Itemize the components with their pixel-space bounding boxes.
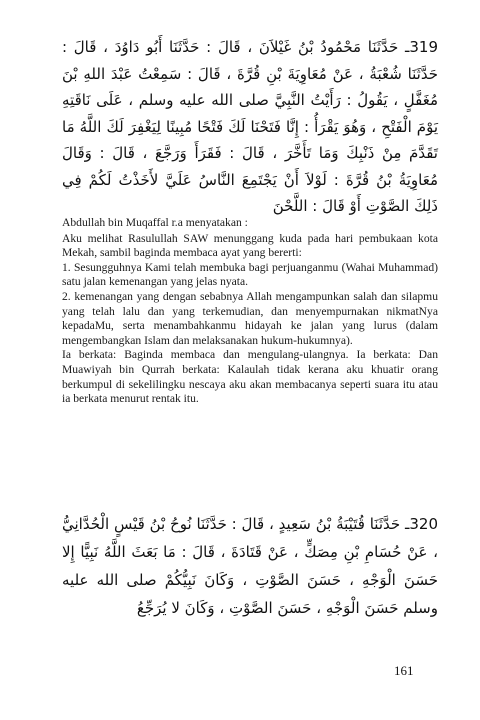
hadith-320-arabic-text: 320ـ حَدَّثَنَا قُتَيْبَةُ بْنُ سَعِيدٍ ، قَالَ : حَدَّثَنَا نُوحُ بْنُ قَيْسٍ الْحُدَّانِيُّ ، عَنْ حُسَامِ بْنِ مِصَكٍّ ، عَنْ قَتَادَةَ ، قَالَ : مَا بَعَثَ اللَّهُ نَبِيًّا إِلا حَسَنَ الْوَجْهِ ، حَسَنَ الصَّوْتِ ، وَكَانَ نَبِيُّكُمْ صلى الله عليه وسلم حَسَنَ الْوَجْهِ ، حَسَنَ الصَّوْتِ ، وَكَانَ لا يُرَجِّعُ: [62, 515, 438, 617]
translation-block: [62, 216, 438, 407]
page-number: 161: [394, 663, 414, 678]
translation-paragraph-3: Ia berkata: Baginda membaca dan mengulang-ulangnya. Ia berkata: Dan Muawiyah bin Qurrah berkata: Kalaulah tidak kerana aku khuatir orang berkumpul di sekelilingku nescaya aku akan membacanya seperti suara itu atau ia berkata menurut rentak itu.: [62, 348, 438, 406]
translation-verse-1: 1. Sesungguhnya Kami telah membuka bagi perjuanganmu (Wahai Muhammad) satu jalan kemenangan yang jelas nyata.: [62, 260, 438, 289]
translation-body: Aku melihat Rasulullah SAW menunggang kuda pada hari pembukaan kota Mekah, sambil baginda membaca ayat yang bererti:: [62, 231, 438, 260]
translation-intro: Abdullah bin Muqaffal r.a menyatakan :: [62, 216, 248, 229]
translation-verse-2: 2. kemenangan yang dengan sebabnya Allah mengampunkan salah dan silapmu yang telah lalu dan yang terkemudian, dan menyempurnakan nikmatNya kepadaMu, serta menambahkanmu hidayah ke jalan yang lurus (dalam mengembangkan Islam dan melaksanakan hukum-hukumnya).: [62, 289, 438, 347]
hadith-319-arabic-text: 319ـ حَدَّثَنَا مَحْمُودُ بْنُ غَيْلاَنَ ، قَالَ : حَدَّثَنَا أَبُو دَاوُدَ ، قَالَ : حَدَّثَنَا شُعْبَةُ ، عَنْ مُعَاوِيَةَ بْنِ قُرَّةَ ، قَالَ : سَمِعْتُ عَبْدَ اللهِ بْنَ مُغَفَّلٍ ، يَقُولُ : رَأَيْتُ النَّبِيَّ صلى الله عليه وسلم ، عَلَى نَاقَتِهِ يَوْمَ الْفَتْحِ ، وَهُوَ يَقْرَأُ : إِنَّا فَتَحْنَا لَكَ فَتْحًا مُبِينًا لِيَغْفِرَ لَكَ اللَّهُ مَا تَقَدَّمَ مِنْ ذَنْبِكَ وَمَا تَأَخَّرَ ، قَالَ : فَقَرَأَ وَرَجَّعَ ، قَالَ : وَقَالَ مُعَاوِيَةُ بْنُ قُرَّةَ : لَوْلاَ أَنْ يَجْتَمِعَ النَّاسُ عَلَيَّ لأَخَذْتُ لَكُمْ فِي ذَلِكَ الصَّوْتِ أَوْ قَالَ : اللَّحْنَ: [62, 38, 438, 215]
